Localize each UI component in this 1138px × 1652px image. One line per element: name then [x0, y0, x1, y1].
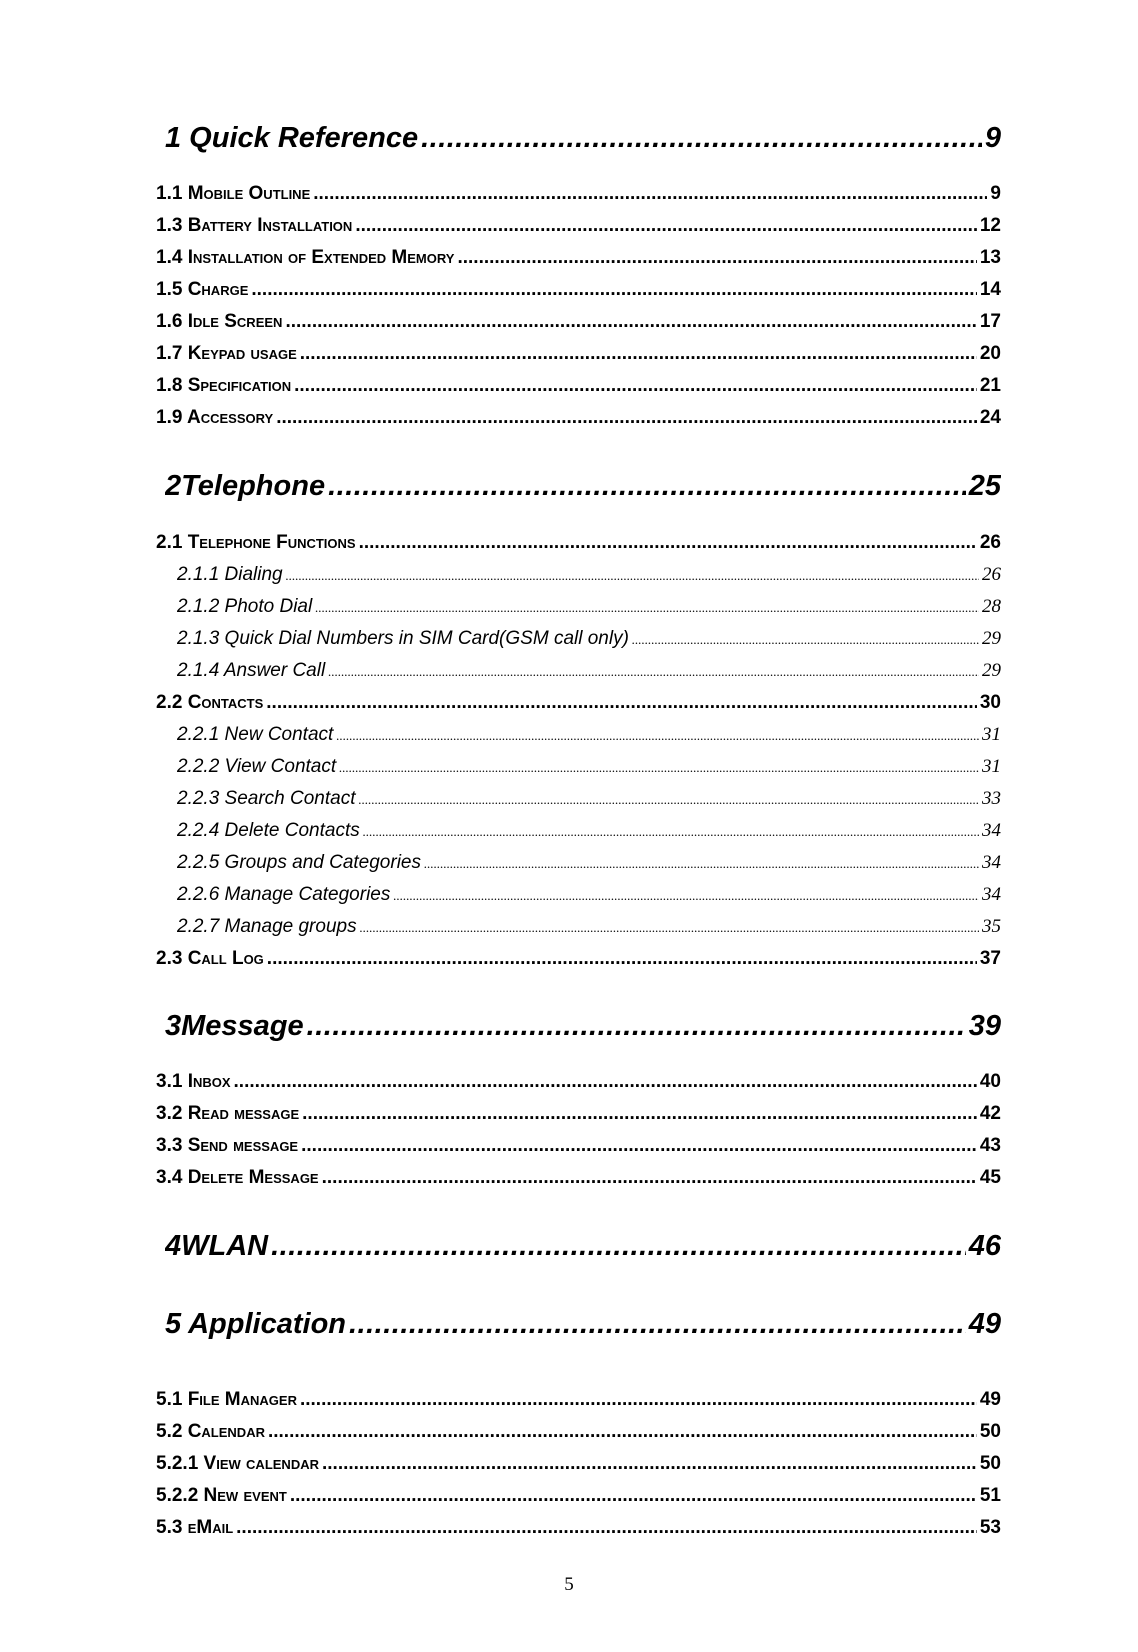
- toc-page-number: 34: [982, 884, 1001, 905]
- toc-subsection-2-1-2[interactable]: [177, 596, 1001, 622]
- toc-section-title: 5.2.2 New event: [156, 1485, 287, 1506]
- toc-page-number: 24: [979, 407, 1001, 428]
- toc-subsection-title: 2.1.4 Answer Call: [177, 660, 326, 681]
- toc-page-number: 9: [990, 183, 1001, 204]
- toc-page-number: 25: [968, 470, 1001, 502]
- toc-leader: [307, 1010, 966, 1043]
- toc-page-number: 51: [979, 1485, 1001, 1506]
- toc-page-number: 17: [979, 311, 1001, 332]
- toc-page-number: 13: [979, 247, 1001, 268]
- toc-section-5-1[interactable]: [156, 1389, 1001, 1415]
- toc-subsection-2-2-4[interactable]: [177, 820, 1001, 846]
- toc-page-number: 50: [979, 1421, 1001, 1442]
- toc-leader: [355, 215, 977, 237]
- toc-section-3-3[interactable]: [156, 1135, 1001, 1161]
- toc-section-1-8[interactable]: [156, 375, 1001, 401]
- toc-section-title: 1.9 Accessory: [156, 407, 274, 428]
- toc-page-number: 34: [982, 852, 1001, 873]
- toc-leader: [328, 470, 966, 503]
- toc-leader: [234, 1071, 977, 1093]
- toc-page-number: 26: [979, 532, 1001, 553]
- toc-chapter-title: 5 Application: [165, 1308, 346, 1340]
- toc-subsection-title: 2.2.2 View Contact: [177, 756, 337, 777]
- toc-page-number: 40: [979, 1071, 1001, 1092]
- toc-leader: [322, 1453, 977, 1475]
- toc-page-number: 34: [982, 820, 1001, 841]
- toc-page-number: 21: [979, 375, 1001, 396]
- toc-leader: [268, 1421, 977, 1443]
- toc-leader: [236, 1517, 977, 1539]
- toc-section-title: 1.4 Installation of Extended Memory: [156, 247, 455, 268]
- toc-page-number: 9: [984, 122, 1001, 154]
- toc-section-1-7[interactable]: [156, 343, 1001, 369]
- toc-section-5-3[interactable]: [156, 1517, 1001, 1543]
- toc-section-1-5[interactable]: [156, 279, 1001, 305]
- toc-leader: [276, 407, 977, 429]
- toc-section-title: 1.5 Charge: [156, 279, 249, 300]
- toc-leader: [349, 1308, 966, 1341]
- toc-section-title: 1.3 Battery Installation: [156, 215, 353, 236]
- toc-leader: [286, 568, 979, 584]
- toc-page-number: 49: [968, 1308, 1001, 1340]
- toc-leader: [294, 375, 977, 397]
- toc-page-number: 31: [982, 756, 1001, 777]
- toc-section-2-2[interactable]: [156, 692, 1001, 718]
- toc-page-number: 20: [979, 343, 1001, 364]
- toc-leader: [251, 279, 976, 301]
- toc-subsection-2-2-1[interactable]: [177, 724, 1001, 750]
- toc-subsection-title: 2.1.1 Dialing: [177, 564, 283, 585]
- toc-page-number: 50: [979, 1453, 1001, 1474]
- toc-section-5-2-2[interactable]: [156, 1485, 1001, 1511]
- toc-section-5-2-1[interactable]: [156, 1453, 1001, 1479]
- toc-section-title: 3.4 Delete Message: [156, 1167, 319, 1188]
- toc-page-number: 46: [968, 1230, 1001, 1262]
- toc-section-title: 1.1 Mobile Outline: [156, 183, 311, 204]
- toc-leader: [285, 311, 976, 333]
- toc-subsection-title: 2.2.3 Search Contact: [177, 788, 356, 809]
- toc-chapter-4[interactable]: [165, 1230, 1001, 1270]
- toc-leader: [271, 1230, 966, 1263]
- toc-chapter-1[interactable]: [165, 122, 1001, 162]
- toc-page-number: 42: [979, 1103, 1001, 1124]
- toc-section-title: 3.2 Read message: [156, 1103, 300, 1124]
- toc-subsection-2-2-7[interactable]: [177, 916, 1001, 942]
- toc-page-number: 30: [979, 692, 1001, 713]
- toc-page-number: 33: [982, 788, 1001, 809]
- toc-page-number: 35: [982, 916, 1001, 937]
- toc-section-1-1[interactable]: [156, 183, 1001, 209]
- toc-subsection-title: 2.1.3 Quick Dial Numbers in SIM Card(GSM call only): [177, 628, 629, 649]
- toc-leader: [315, 600, 979, 616]
- toc-leader: [301, 1135, 977, 1157]
- toc-page-number: 39: [968, 1010, 1001, 1042]
- toc-leader: [322, 1167, 977, 1189]
- toc-page-number: 26: [982, 564, 1001, 585]
- toc-subsection-title: 2.2.5 Groups and Categories: [177, 852, 421, 873]
- toc-page-number: 12: [979, 215, 1001, 236]
- toc-leader: [328, 664, 979, 680]
- toc-leader: [290, 1485, 977, 1507]
- toc-section-2-3[interactable]: [156, 948, 1001, 974]
- toc-subsection-2-1-1[interactable]: [177, 564, 1001, 590]
- toc-section-1-3[interactable]: [156, 215, 1001, 241]
- toc-subsection-title: 2.1.2 Photo Dial: [177, 596, 313, 617]
- toc-leader: [300, 343, 977, 365]
- toc-section-title: 3.1 Inbox: [156, 1071, 231, 1092]
- toc-subsection-2-2-5[interactable]: [177, 852, 1001, 878]
- toc-section-title: 5.3 eMail: [156, 1517, 234, 1538]
- toc-leader: [393, 888, 979, 904]
- toc-subsection-2-1-3[interactable]: [177, 628, 1001, 654]
- toc-section-title: 1.8 Specification: [156, 375, 292, 396]
- toc-section-3-4[interactable]: [156, 1167, 1001, 1193]
- toc-page-number: 29: [982, 660, 1001, 681]
- toc-section-1-4[interactable]: [156, 247, 1001, 273]
- toc-page-number: 29: [982, 628, 1001, 649]
- toc-leader: [363, 824, 979, 840]
- toc-page-number: 14: [979, 279, 1001, 300]
- toc-section-3-1[interactable]: [156, 1071, 1001, 1097]
- toc-chapter-5[interactable]: [165, 1308, 1001, 1348]
- toc-leader: [359, 792, 980, 808]
- toc-leader: [266, 692, 977, 714]
- toc-chapter-3[interactable]: [165, 1010, 1001, 1050]
- toc-page-number: 43: [979, 1135, 1001, 1156]
- toc-section-title: 2.1 Telephone Functions: [156, 532, 356, 553]
- toc-section-title: 5.2 Calendar: [156, 1421, 265, 1442]
- toc-leader: [300, 1389, 977, 1411]
- page-number: 5: [564, 1574, 574, 1595]
- toc-leader: [457, 247, 976, 269]
- toc-chapter-title: 3Message: [165, 1010, 304, 1042]
- toc-subsection-title: 2.2.7 Manage groups: [177, 916, 357, 937]
- toc-subsection-title: 2.2.4 Delete Contacts: [177, 820, 360, 841]
- toc-chapter-title: 2Telephone: [165, 470, 326, 502]
- toc-page-number: 31: [982, 724, 1001, 745]
- toc-page-number: 45: [979, 1167, 1001, 1188]
- toc-subsection-2-2-3[interactable]: [177, 788, 1001, 814]
- toc-leader: [267, 948, 977, 970]
- toc-section-1-6[interactable]: [156, 311, 1001, 337]
- toc-leader: [339, 760, 979, 776]
- toc-section-2-1[interactable]: [156, 532, 1001, 558]
- toc-leader: [336, 728, 979, 744]
- toc-leader: [359, 532, 977, 554]
- toc-leader: [421, 122, 982, 155]
- toc-leader: [632, 632, 979, 648]
- toc-section-title: 1.7 Keypad usage: [156, 343, 297, 364]
- toc-section-title: 5.2.1 View calendar: [156, 1453, 319, 1474]
- toc-section-title: 3.3 Send message: [156, 1135, 299, 1156]
- toc-chapter-title: 4WLAN: [165, 1230, 269, 1262]
- toc-leader: [302, 1103, 977, 1125]
- toc-section-3-2[interactable]: [156, 1103, 1001, 1129]
- toc-chapter-2[interactable]: [165, 470, 1001, 510]
- toc-section-5-2[interactable]: [156, 1421, 1001, 1447]
- toc-section-title: 2.3 Call Log: [156, 948, 264, 969]
- toc-subsection-2-1-4[interactable]: [177, 660, 1001, 686]
- toc-leader: [424, 856, 979, 872]
- toc-section-title: 5.1 File Manager: [156, 1389, 297, 1410]
- toc-chapter-title: 1 Quick Reference: [165, 122, 419, 154]
- toc-subsection-2-2-2[interactable]: [177, 756, 1001, 782]
- toc-section-title: 1.6 Idle Screen: [156, 311, 283, 332]
- toc-page-number: 28: [982, 596, 1001, 617]
- toc-subsection-title: 2.2.1 New Contact: [177, 724, 334, 745]
- toc-subsection-title: 2.2.6 Manage Categories: [177, 884, 391, 905]
- toc-page-number: 49: [979, 1389, 1001, 1410]
- toc-page-number: 53: [979, 1517, 1001, 1538]
- toc-subsection-2-2-6[interactable]: [177, 884, 1001, 910]
- toc-section-title: 2.2 Contacts: [156, 692, 264, 713]
- toc-leader: [313, 183, 987, 205]
- toc-page-number: 37: [979, 948, 1001, 969]
- toc-section-1-9[interactable]: [156, 407, 1001, 433]
- toc-leader: [360, 920, 979, 936]
